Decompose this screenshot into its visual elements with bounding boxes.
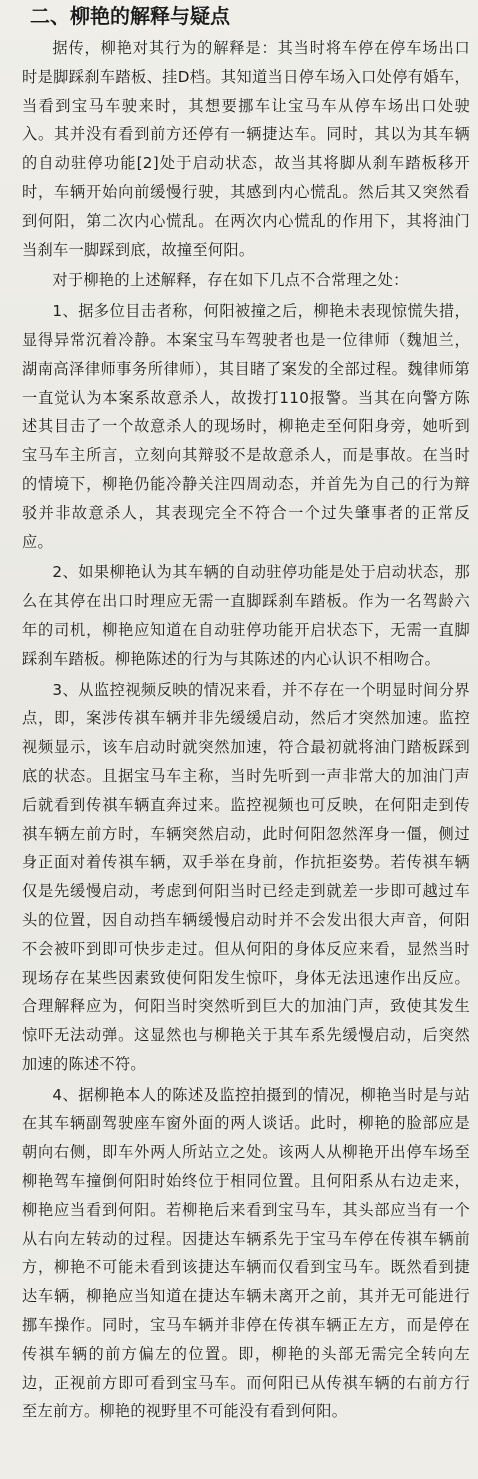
paragraph-point-3: 3、从监控视频反映的情况来看，并不存在一个明显时间分界点，即，案涉传祺车辆并非先缓缓启动，然后才突然加速。监控视频显示，该车启动时就突然加速，符合最初就将油门踏板踩到底的状态。且据宝马车主称，当时先听到一声非常大的加油门声后就看到传祺车辆直奔过来。监控视频也可反映，在何阳走到传祺车辆左前方时，车辆突然启动，此时何阳忽然浑身一僵，侧过身正面对着传祺车辆，双手举在身前，作抗拒姿势。若传祺车辆仅是先缓慢启动，考虑到何阳当时已经走到就差一步即可越过车头的位置，因自动挡车辆缓慢启动时并不会发出很大声音，何阳不会被吓到即可快步走过。但从何阳的身体反应来看，显然当时现场存在某些因素致使何阳发生惊吓，身体无法迅速作出反应。合理解释应为，何阳当时突然听到巨大的加油门声，致使其发生惊吓无法动弹。这显然也与柳艳关于其车系先缓慢启动，后突然加速的陈述不符。	[22, 680, 470, 1073]
paragraph-point-1: 1、据多位目击者称，何阳被撞之后，柳艳未表现惊慌失措，显得异常沉着冷静。本案宝马车驾驶者也是一位律师（魏旭兰，湖南高泽律师事务所律师），其目睹了案发的全部过程。魏律师第一直觉认为本案系故意杀人，故拨打110报警。当其在向警方陈述其目击了一个故意杀人的现场时，柳艳走至何阳身旁，她听到宝马车主所言，立刻向其辩驳不是故意杀人，而是事故。在当时的情境下，柳艳仍能冷静关注四周动态，并首先为自己的行为辩驳并非故意杀人，其表现完全不符合一个过失肇事者的正常反应。	[22, 302, 470, 551]
paragraph-doubts-intro: 对于柳艳的上述解释，存在如下几点不合常理之处：	[52, 271, 409, 290]
paragraph-point-2: 2、如果柳艳认为其车辆的自动驻停功能是处于启动状态，那么在其停在出口时理应无需一直脚踩刹车踏板。作为一名驾龄六年的司机，柳艳应知道在自动驻停功能开启状态下，无需一直脚踩刹车踏板。柳艳陈述的行为与其陈述的内心认识不相吻合。	[22, 563, 470, 668]
paragraph-point-4: 4、据柳艳本人的陈述及监控拍摄到的情况，柳艳当时是与站在其车辆副驾驶座车窗外面的两人谈话。此时，柳艳的脸部应是朝向右侧，即车外两人所站立之处。该两人从柳艳开出停车场至柳艳驾车撞倒何阳时始终位于相同位置。且何阳系从右边走来，柳艳应当看到何阳。若柳艳后来看到宝马车，其头部应当有一个从右向左转动的过程。因捷达车辆系先于宝马车停在传祺车辆前方，柳艳不可能未看到该捷达车辆而仅看到宝马车。既然看到捷达车辆，柳艳应当知道在捷达车辆未离开之前，其并无可能进行挪车操作。同时，宝马车辆并非停在传祺车辆正左方，而是停在传祺车辆的前方偏左的位置。即，柳艳的头部无需完全转向左边，正视前方即可看到宝马车。而何阳已从传祺车辆的右前方行至左前方。柳艳的视野里不可能没有看到何阳。	[22, 1085, 470, 1421]
paragraph-explanation: 据传，柳艳对其行为的解释是：其当时将车停在停车场出口时是脚踩刹车踏板、挂D档。其知道当日停车场入口处停有婚车，当看到宝马车驶来时，其想要挪车让宝马车从停车场出口处驶入。其并没有看到前方还停有一辆捷达车。同时，其以为其车辆的自动驻停功能[2]处于启动状态，故当其将脚从刹车踏板移开时，车辆开始向前缓慢行驶，其感到内心慌乱。然后其又突然看到何阳，第二次内心慌乱。在两次内心慌乱的作用下，其将油门当刹车一脚踩到底，故撞至何阳。	[22, 39, 470, 259]
section-heading: 二、柳艳的解释与疑点	[30, 4, 230, 28]
